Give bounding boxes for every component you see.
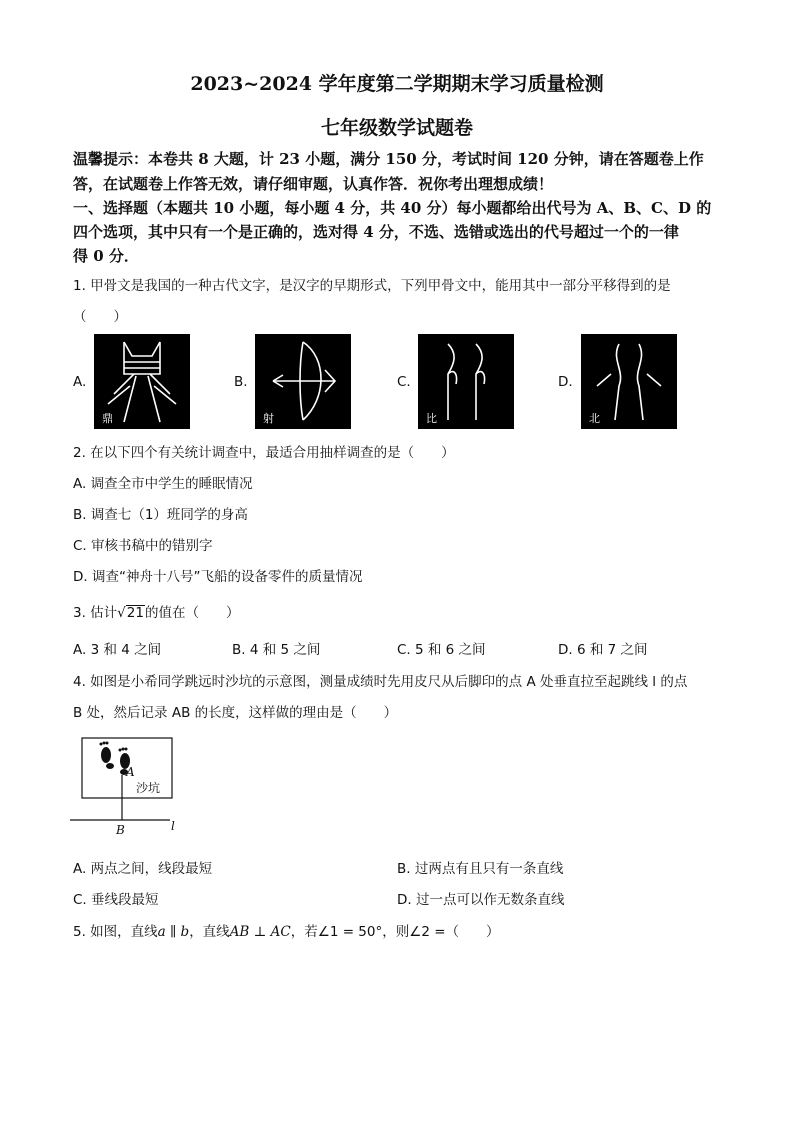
q2-option-d: D. 调查“神舟十八号”飞船的设备零件的质量情况 — [73, 569, 363, 585]
section1-line-3: 得 0 分． — [73, 247, 139, 265]
q1-option-a-label: A. — [73, 374, 87, 390]
notice-line-1: 温馨提示：本卷共 8 大题，计 23 小题，满分 150 分，考试时间 120 分钟，请在答题卷上作 — [73, 150, 704, 168]
q5-condition: ，若∠1 = 50°，则∠2 =（ ） — [290, 924, 500, 940]
oracle-image-ding — [94, 334, 190, 429]
oracle-caption-ding: 鼎 — [102, 412, 113, 425]
q5-mid: ，直线 — [189, 924, 230, 940]
q2-option-c: C. 审核书稿中的错别字 — [73, 538, 213, 554]
q5-pre: 5. 如图，直线 — [73, 924, 158, 940]
q5-parallel: a ∥ b — [157, 924, 190, 940]
q3-option-d: D. 6 和 7 之间 — [558, 642, 648, 658]
q4-option-d: D. 过一点可以作无数条直线 — [397, 892, 565, 908]
oracle-image-she — [255, 334, 351, 429]
q1-option-d-label: D. — [558, 374, 573, 390]
notice-line-2: 答，在试题卷上作答无效，请仔细审题，认真作答．祝你考出理想成绩！ — [73, 175, 554, 193]
q1-option-c-label: C. — [397, 374, 411, 390]
q3-option-a: A. 3 和 4 之间 — [73, 642, 162, 658]
oracle-caption-bei: 北 — [589, 412, 600, 425]
sqrt-symbol: √ — [117, 605, 126, 621]
q3-option-b: B. 4 和 5 之间 — [232, 642, 321, 658]
q2-option-a: A. 调查全市中学生的睡眠情况 — [73, 476, 253, 492]
q5-stem — [73, 920, 500, 940]
q3-stem — [73, 601, 239, 621]
q3-option-c: C. 5 和 6 之间 — [397, 642, 486, 658]
long-jump-figure — [70, 735, 190, 840]
section1-line-1: 一、选择题（本题共 10 小题，每小题 4 分，共 40 分）每小题都给出代号为 A、B、C、D 的 — [73, 199, 712, 217]
q5-perpendicular: AB ⊥ AC — [229, 924, 291, 940]
sand-pit-label: 沙坑 — [136, 781, 161, 795]
oracle-caption-she: 射 — [263, 412, 274, 425]
q4-option-a: A. 两点之间，线段最短 — [73, 861, 213, 877]
q4-option-c: C. 垂线段最短 — [73, 892, 159, 908]
section1-line-2: 四个选项，其中只有一个是正确的，选对得 4 分，不选、选错或选出的代号超过一个的一律 — [73, 223, 679, 241]
point-b-label: B — [116, 823, 125, 837]
oracle-caption-bi: 比 — [426, 412, 437, 425]
exam-subtitle: 七年级数学试题卷 — [320, 117, 473, 139]
q3-radicand: 21 — [126, 605, 144, 621]
q4-line-2: B 处，然后记录 AB 的长度，这样做的理由是（ ） — [73, 705, 398, 721]
point-a-label: A — [126, 765, 135, 779]
oracle-image-bi — [418, 334, 514, 429]
exam-title: 2023~2024 学年度第二学期期末学习质量检测 — [190, 73, 604, 95]
q2-option-b: B. 调查七（1）班同学的身高 — [73, 507, 248, 523]
q1-stem: 1. 甲骨文是我国的一种古代文字，是汉字的早期形式，下列甲骨文中，能用其中一部分平移得到的是 — [73, 278, 671, 294]
q3-stem-post: 的值在（ ） — [144, 605, 240, 621]
q3-stem-pre: 3. 估计 — [73, 605, 118, 621]
q1-option-b-label: B. — [234, 374, 248, 390]
q1-paren: （ ） — [73, 309, 127, 325]
q4-line-1: 4. 如图是小希同学跳远时沙坑的示意图，测量成绩时先用皮尺从后脚印的点 A 处垂直拉至起跳线 l 的点 — [73, 674, 688, 690]
q2-stem: 2. 在以下四个有关统计调查中，最适合用抽样调查的是（ ） — [73, 445, 455, 461]
q4-option-b: B. 过两点有且只有一条直线 — [397, 861, 564, 877]
oracle-image-bei — [581, 334, 677, 429]
line-l-label: l — [171, 819, 175, 833]
